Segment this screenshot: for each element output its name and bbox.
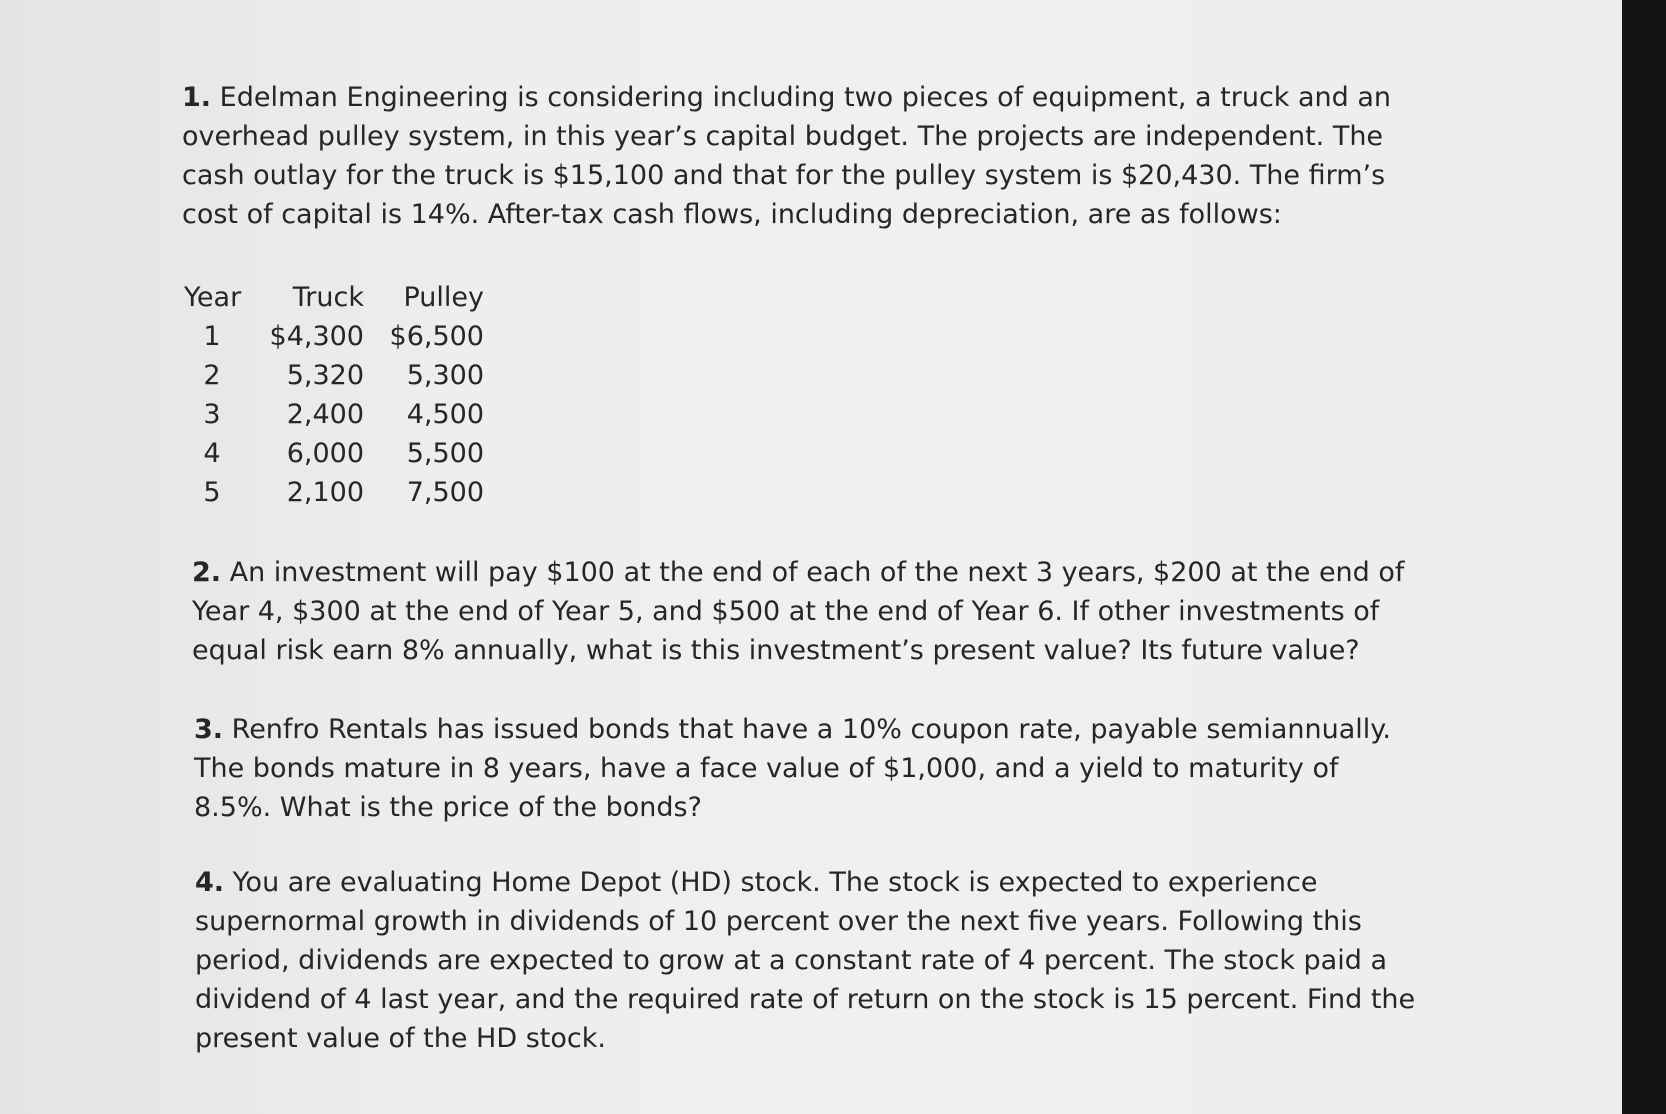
question-3 xyxy=(194,710,1424,827)
year-cell: 5 xyxy=(203,477,221,508)
year-cell: 2 xyxy=(203,360,221,391)
question-4-number: 4. xyxy=(195,867,225,898)
header-truck: Truck xyxy=(292,282,364,313)
pulley-cell: 5,500 xyxy=(406,438,484,469)
question-3-number: 3. xyxy=(194,714,224,745)
pulley-cell: $6,500 xyxy=(389,321,484,352)
truck-cell: 6,000 xyxy=(286,438,364,469)
pulley-cell: 5,300 xyxy=(406,360,484,391)
year-cell: 1 xyxy=(203,321,221,352)
header-pulley: Pulley xyxy=(403,282,484,313)
year-cell: 4 xyxy=(203,438,221,469)
truck-cell: $4,300 xyxy=(269,321,364,352)
year-cell: 3 xyxy=(203,399,221,430)
question-1 xyxy=(182,78,1412,234)
question-2-number: 2. xyxy=(192,557,222,588)
cash-flow-table xyxy=(180,278,484,512)
table-row xyxy=(180,356,484,395)
header-year: Year xyxy=(184,282,242,313)
monitor-bezel xyxy=(1622,0,1666,1114)
question-1-text: Edelman Engineering is considering including two pieces of equipment, a truck and an overhead pulley system, in this year’s capital budget. The projects are independent. The cash outlay for the truck is $15,100 and that for the pulley system is $20,430. The firm’s cost of capital is 14%. After-tax cash flows, including depreciation, are as follows: xyxy=(182,82,1392,230)
truck-cell: 5,320 xyxy=(286,360,364,391)
question-2 xyxy=(192,553,1422,670)
table-row xyxy=(180,473,484,512)
table-row xyxy=(180,434,484,473)
pulley-cell: 4,500 xyxy=(406,399,484,430)
question-1-number: 1. xyxy=(182,82,212,113)
truck-cell: 2,100 xyxy=(286,477,364,508)
table-header-row xyxy=(180,278,484,317)
pulley-cell: 7,500 xyxy=(406,477,484,508)
truck-cell: 2,400 xyxy=(286,399,364,430)
question-4-text: You are evaluating Home Depot (HD) stock. The stock is expected to experience supernormal growth in dividends of 10 percent over the next five years. Following this period, dividends are expected to grow at a constant rate of 4 percent. The stock paid a dividend of 4 last year, and the required rate of return on the stock is 15 percent. Find the present value of the HD stock. xyxy=(195,867,1416,1054)
question-2-text: An investment will pay $100 at the end of each of the next 3 years, $200 at the end of Year 4, $300 at the end of Year 5, and $500 at the end of Year 6. If other investments of equal risk earn 8% annually, what is this investment’s present value? Its future value? xyxy=(192,557,1405,666)
table-row xyxy=(180,317,484,356)
question-3-text: Renfro Rentals has issued bonds that have a 10% coupon rate, payable semiannually. The bonds mature in 8 years, have a face value of $1,000, and a yield to maturity of 8.5%. What is the price of the bonds? xyxy=(194,714,1391,823)
question-4 xyxy=(195,863,1425,1058)
table-row xyxy=(180,395,484,434)
